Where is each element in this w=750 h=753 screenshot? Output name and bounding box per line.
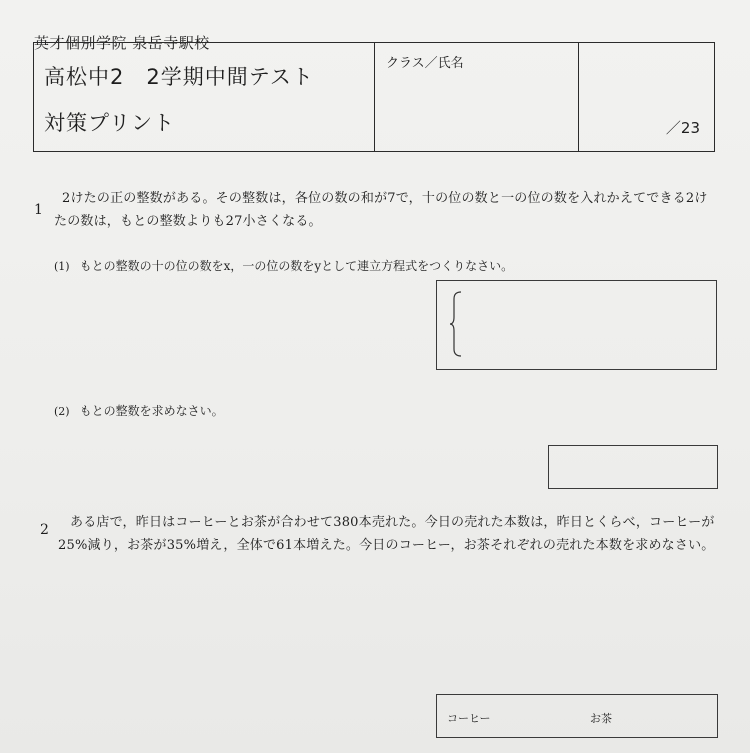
sub-question-mark: (2) <box>54 405 70 418</box>
sub-question-text: もとの整数を求めなさい。 <box>79 404 224 418</box>
class-name-label: クラス／氏名 <box>386 56 464 71</box>
brace-icon <box>449 291 463 357</box>
question-2-line: ある店で，昨日はコーヒーとお茶が合わせて380本売れた。今日の売れた本数は，昨日とくらべ，コーヒーが <box>70 515 715 530</box>
question-1-number: 1 <box>34 202 43 218</box>
header-box <box>33 42 715 152</box>
header-divider <box>374 43 375 151</box>
question-1-sub-2 <box>54 402 224 419</box>
test-title: 高松中2 2学期中間テスト <box>44 65 314 89</box>
answer-box-simultaneous-equations[interactable] <box>436 280 717 370</box>
score-total: ／23 <box>665 119 700 137</box>
school-name: 英才個別学院 泉岳寺駅校 <box>34 34 210 52</box>
header-divider <box>578 43 579 151</box>
question-1-sub-1 <box>54 257 513 274</box>
question-1-text <box>54 187 708 233</box>
coffee-label: コーヒー <box>447 712 491 725</box>
tea-label: お茶 <box>590 712 612 725</box>
test-subtitle: 対策プリント <box>44 111 176 135</box>
question-2-line: 25%減り，お茶が35%増え，全体で61本増えた。今日のコーヒー，お茶それぞれの売れた本数を求めなさい。 <box>58 538 715 553</box>
sub-question-mark: (1) <box>54 260 70 273</box>
question-2-number: 2 <box>40 522 49 538</box>
question-2-text <box>58 511 715 557</box>
question-1-line: 2けたの正の整数がある。その整数は，各位の数の和が7で，十の位の数と一の位の数を入れかえてできる2け <box>62 191 708 206</box>
sub-question-text: もとの整数の十の位の数をx，一の位の数をyとして連立方程式をつくりなさい。 <box>79 259 514 273</box>
answer-box-coffee-tea[interactable] <box>436 694 718 738</box>
answer-box-original-number[interactable] <box>548 445 718 489</box>
question-1-line: たの数は，もとの整数よりも27小さくなる。 <box>54 214 322 229</box>
